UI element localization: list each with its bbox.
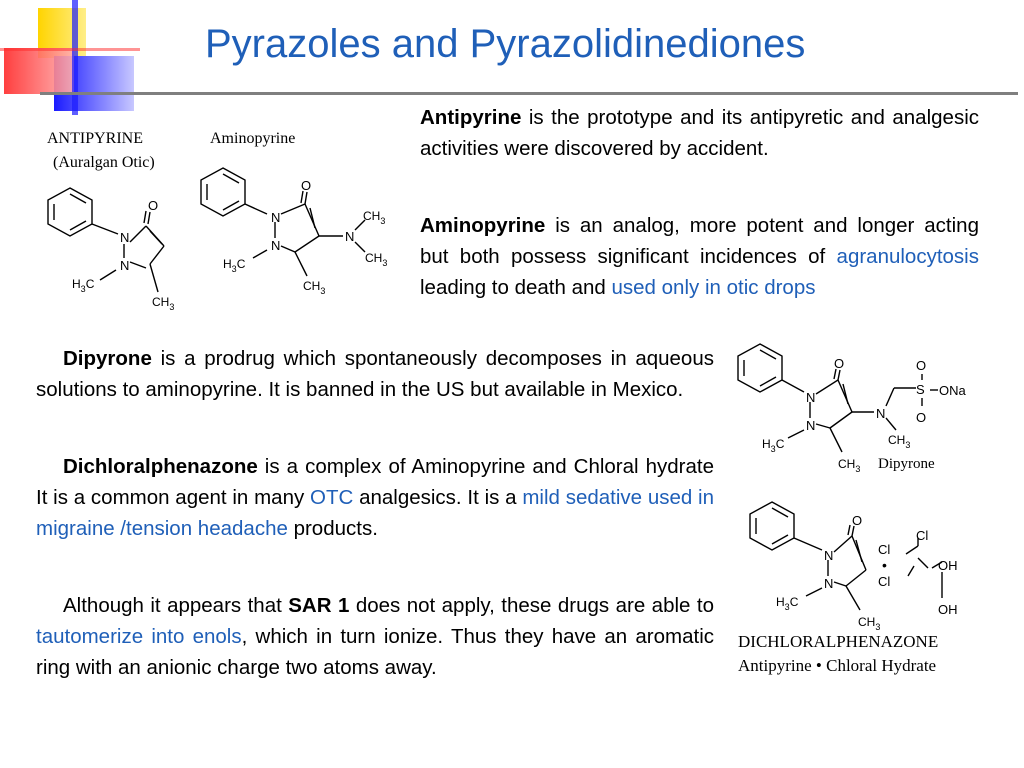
term-dipyrone: Dipyrone	[63, 347, 152, 370]
methyl-label: $CH_3$	[365, 251, 388, 268]
atom-n3: N	[345, 229, 355, 244]
atom-n3: N	[876, 406, 886, 421]
methyl-label: $H_3C$	[762, 437, 785, 454]
atom-n2: N	[120, 258, 130, 273]
methyl-label: $H_3C$	[776, 595, 799, 612]
atom-n1: N	[120, 230, 130, 245]
atom-o: O	[852, 513, 863, 528]
methyl-label: $CH_3$	[363, 209, 386, 226]
paragraph-dichloralphenazone: Dichloralphenazone is a complex of Aminopyrine and Chloral hydrate It is a common agent in many OTC analgesics. It is a mild sedative used in migraine /tension headache products.	[36, 455, 714, 540]
methyl-label: $CH_3$	[152, 295, 175, 312]
link-otic-drops: used only in otic drops	[611, 276, 816, 299]
paragraph-sar: Although it appears that SAR 1 does not apply, these drugs are able to tautomerize into enols, which in turn ionize. Thus they have an aromatic ring with an anionic charge two atoms away.	[36, 594, 715, 679]
atom-cl: Cl	[916, 528, 929, 543]
atom-o: O	[148, 198, 159, 213]
paragraph-antipyrine: Antipyrine is the prototype and its antipyretic and analgesic activities were discovered by accident.	[420, 106, 979, 160]
atom-o-na: ONa	[939, 383, 966, 398]
title-underline	[40, 92, 1018, 95]
paragraph-aminopyrine: Aminopyrine is an analog, more potent and longer acting but both possess significant incidences of agranulocytosis leading to death and used only in otic drops	[420, 214, 979, 299]
link-agranulocytosis: agranulocytosis	[836, 245, 979, 268]
atom-n1: N	[271, 210, 281, 225]
dichloralphenazone-structure	[742, 496, 992, 632]
dichloralphenazone-components: Antipyrine • Chloral Hydrate	[738, 656, 937, 675]
atom-o: O	[834, 356, 845, 371]
link-mild-sedative: mild sedative used in migraine /tension headache	[36, 486, 714, 540]
atom-n2: N	[806, 418, 816, 433]
atom-cl: Cl	[878, 542, 891, 557]
atom-s: S	[916, 382, 925, 397]
complex-dot: •	[882, 557, 887, 573]
link-tautomerize: tautomerize into enols	[36, 625, 242, 648]
methyl-label: $CH_3$	[858, 615, 881, 632]
decorative-logo	[0, 0, 140, 115]
methyl-label: $H_3C$	[72, 277, 95, 294]
aminopyrine-label: Aminopyrine	[210, 130, 296, 147]
term-aminopyrine: Aminopyrine	[420, 214, 546, 237]
methyl-label: $CH_3$	[838, 457, 861, 474]
methyl-label: $CH_3$	[888, 433, 911, 450]
atom-cl: Cl	[878, 574, 891, 589]
atom-n2: N	[824, 576, 834, 591]
term-dichloralphenazone: Dichloralphenazone	[63, 455, 258, 478]
atom-oh: OH	[938, 602, 958, 617]
antipyrine-label: ANTIPYRINE	[47, 130, 143, 147]
dipyrone-structure	[730, 338, 980, 478]
aminopyrine-structure	[195, 160, 405, 300]
paragraph-dipyrone: Dipyrone is a prodrug which spontaneously decomposes in aqueous solutions to aminopyrine. It is banned in the US but available in Mexico.	[36, 347, 714, 401]
atom-n1: N	[806, 390, 816, 405]
methyl-label: $CH_3$	[303, 279, 326, 296]
term-sar1: SAR 1	[288, 594, 350, 617]
atom-n2: N	[271, 238, 281, 253]
atom-o: O	[916, 358, 927, 373]
dipyrone-label: Dipyrone	[878, 456, 935, 472]
link-otc: OTC	[310, 486, 354, 509]
atom-o: O	[301, 178, 312, 193]
antipyrine-structure	[40, 180, 200, 320]
slide-title: Pyrazoles and Pyrazolidinediones	[205, 22, 806, 66]
term-antipyrine: Antipyrine	[420, 106, 522, 129]
atom-oh: OH	[938, 558, 958, 573]
atom-o: O	[916, 410, 927, 425]
atom-n1: N	[824, 548, 834, 563]
antipyrine-brand: (Auralgan Otic)	[53, 154, 155, 171]
methyl-label: $H_3C$	[223, 257, 246, 274]
dichloralphenazone-label: DICHLORALPHENAZONE	[738, 632, 939, 651]
